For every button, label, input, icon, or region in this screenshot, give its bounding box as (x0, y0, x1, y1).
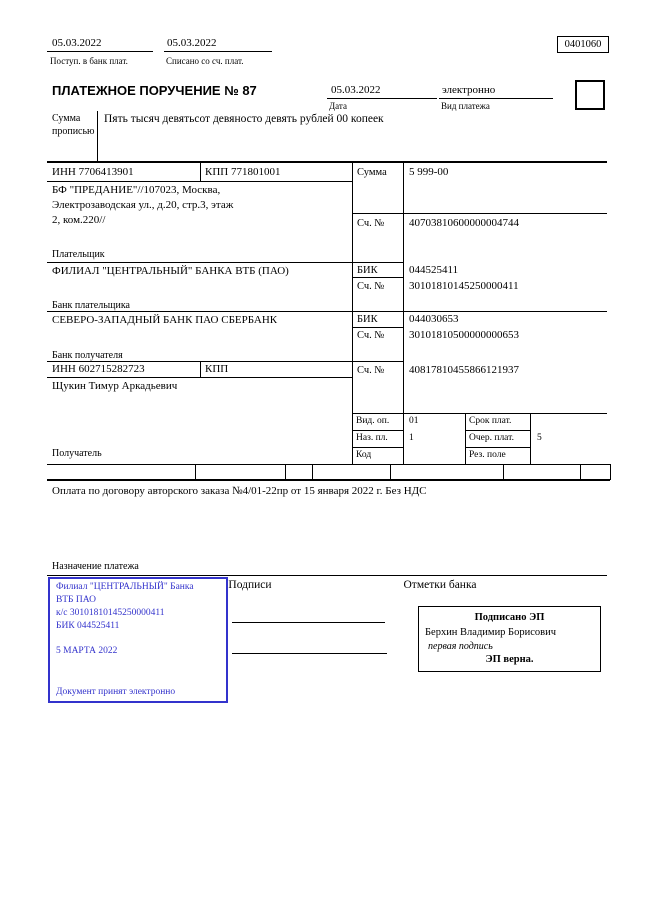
payee-bank-row-line (47, 361, 403, 362)
status-box (575, 80, 605, 110)
payee-bank-name: СЕВЕРО-ЗАПАДНЫЙ БАНК ПАО СБЕРБАНК (52, 314, 278, 326)
payer-name-line-2: Электрозаводская ул., д.20, стр.3, этаж (52, 199, 234, 211)
esign-box (418, 606, 601, 672)
payment-kind-underline (439, 98, 553, 99)
payer-bank-name: ФИЛИАЛ "ЦЕНТРАЛЬНЫЙ" БАНКА ВТБ (ПАО) (52, 265, 289, 277)
payer-account-label: Сч. № (357, 218, 385, 229)
op-rez-label: Рез. поле (469, 450, 506, 460)
bank-stamp (48, 577, 228, 703)
amount-value: 5 999-00 (409, 166, 449, 178)
tax-cell-divider (610, 464, 611, 480)
payer-row-line (47, 262, 403, 263)
purpose-text: Оплата по договору авторского заказа №4/01-22пр от 15 января 2022 г. Без НДС (52, 485, 427, 497)
signature-line-2 (232, 653, 387, 654)
stamp-bank-line-1: Филиал "ЦЕНТРАЛЬНЫЙ" Банка (56, 582, 194, 592)
payee-inn: ИНН 602715282723 (52, 363, 145, 375)
purpose-label: Назначение платежа (52, 561, 139, 572)
op-vid-label: Вид. оп. (356, 416, 390, 426)
payee-name: Щукин Тимур Аркадьевич (52, 380, 178, 392)
footer-top-line (47, 575, 607, 576)
date-underline (327, 98, 437, 99)
received-date-label: Поступ. в банк плат. (50, 56, 128, 66)
amount-cell-line (352, 213, 607, 214)
payment-kind: электронно (442, 84, 496, 96)
payee-bank-acc-label: Сч. № (357, 330, 385, 341)
op-srok-box (465, 413, 531, 431)
debited-date-label: Списано со сч. плат. (166, 56, 244, 66)
payer-bank-acc: 30101810145250000411 (409, 280, 519, 292)
esign-first-signature: первая подпись (428, 641, 493, 652)
op-naz-value: 1 (409, 433, 414, 443)
payee-kpp-label: КПП (205, 363, 229, 375)
received-date-underline (47, 51, 153, 52)
payer-bank-bik-label: БИК (357, 265, 378, 276)
stamp-note: Документ принят электронно (56, 687, 176, 697)
esign-signer-name: Берхин Владимир Борисович (425, 627, 556, 638)
payee-bank-bik-line (352, 327, 403, 328)
payer-name-line-1: БФ "ПРЕДАНИЕ"//107023, Москва, (52, 184, 221, 196)
tax-row-top-line (47, 464, 610, 465)
payer-kpp: КПП 771801001 (205, 166, 281, 178)
tax-cell-divider (390, 464, 391, 480)
stamp-bank-line-2: ВТБ ПАО (56, 595, 96, 605)
payee-bank-bik: 044030653 (409, 313, 459, 325)
payee-bank-acc: 30101810500000000653 (409, 329, 519, 341)
op-naz-label: Наз. пл. (356, 433, 388, 443)
signatures-title: Подписи (228, 579, 272, 591)
debited-date: 05.03.2022 (167, 37, 217, 49)
op-rez-box (465, 447, 531, 465)
amount-words-label-2: прописью (52, 126, 95, 137)
tax-cell-divider (580, 464, 581, 480)
received-date: 05.03.2022 (52, 37, 102, 49)
payee-bank-bik-label: БИК (357, 314, 378, 325)
payer-bank-acc-label: Сч. № (357, 281, 385, 292)
amount-words-label-1: Сумма (52, 113, 81, 124)
payment-kind-label: Вид платежа (441, 101, 490, 111)
payer-account-value: 40703810600000004744 (409, 217, 519, 229)
form-code-box (557, 36, 609, 53)
op-ocher-box (465, 430, 531, 448)
document-date: 05.03.2022 (331, 84, 381, 96)
esign-title: Подписано ЭП (474, 612, 545, 623)
amount-words-value: Пять тысяч девятьсот девяносто девять рублей 00 копеек (104, 113, 384, 125)
payee-label: Получатель (52, 448, 102, 459)
payer-name-line-3: 2, ком.220// (52, 214, 106, 226)
amount-words-divider (97, 111, 98, 163)
payee-inn-row-line (47, 377, 352, 378)
payee-inn-kpp-divider (200, 361, 201, 377)
op-kod-label: Код (356, 450, 372, 460)
stamp-date: 5 МАРТА 2022 (56, 646, 118, 656)
tax-cell-divider (285, 464, 286, 480)
bank-marks-title: Отметки банка (403, 579, 477, 591)
op-ocher-value: 5 (537, 433, 542, 443)
op-vid-value: 01 (409, 416, 419, 426)
payee-account-label: Сч. № (357, 365, 385, 376)
op-vid-box (352, 413, 404, 431)
op-ocher-label: Очер. плат. (469, 433, 514, 443)
stamp-bik: БИК 044525411 (56, 621, 120, 631)
tax-row-bottom-line (47, 479, 610, 481)
stamp-corr-account: к/с 30101810145250000411 (56, 608, 165, 618)
payer-bank-bik: 044525411 (409, 264, 459, 276)
amount-label: Сумма (357, 167, 387, 178)
payee-bank-label: Банк получателя (52, 350, 123, 361)
tax-cell-divider (503, 464, 504, 480)
signature-line-1 (232, 622, 385, 623)
tax-cell-divider (312, 464, 313, 480)
inn-kpp-divider (200, 163, 201, 181)
payee-account-value: 40817810455866121937 (409, 364, 519, 376)
op-naz-box (352, 430, 404, 448)
tax-cell-divider (195, 464, 196, 480)
date-label: Дата (329, 101, 347, 111)
table-top-line (47, 161, 607, 163)
payer-bank-row-line (47, 311, 607, 312)
op-kod-box (352, 447, 404, 465)
payer-bank-bik-line (352, 277, 403, 278)
payer-bank-label: Банк плательщика (52, 300, 130, 311)
form-code: 0401060 (564, 39, 602, 50)
esign-verified: ЭП верна. (485, 654, 534, 665)
payer-label: Плательщик (52, 249, 105, 260)
op-srok-label: Срок плат. (469, 416, 512, 426)
debited-date-underline (164, 51, 272, 52)
inn-row-line (47, 181, 352, 182)
document-title: ПЛАТЕЖНОЕ ПОРУЧЕНИЕ № 87 (52, 83, 257, 98)
payer-inn: ИНН 7706413901 (52, 166, 134, 178)
